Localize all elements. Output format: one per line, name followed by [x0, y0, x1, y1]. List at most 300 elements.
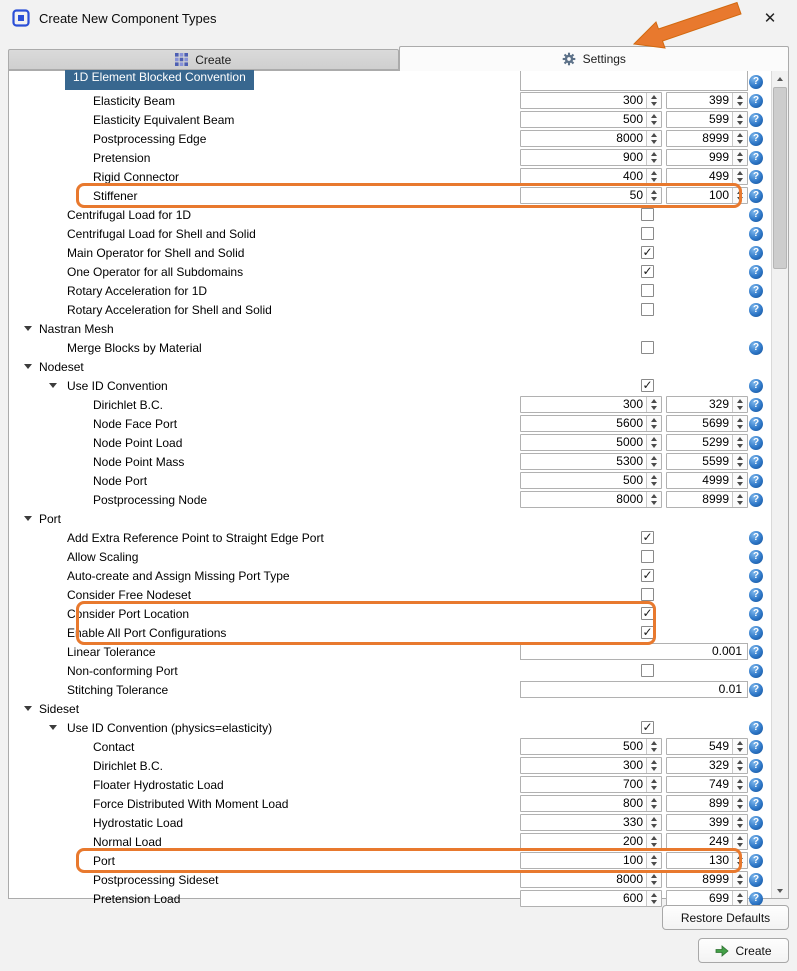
spinner-buttons[interactable] [732, 739, 747, 754]
tree-row-linear-tolerance[interactable] [9, 642, 771, 661]
help-icon[interactable]: ? [749, 417, 763, 431]
spin-down-icon[interactable] [651, 862, 657, 866]
tree-row-node-face-port[interactable] [9, 414, 771, 433]
min-spinbox[interactable] [520, 187, 662, 204]
spinner-buttons[interactable] [646, 93, 661, 108]
title-bar[interactable] [0, 0, 797, 36]
min-spinbox[interactable] [520, 111, 662, 128]
max-spinbox[interactable] [666, 491, 748, 508]
max-spinbox[interactable] [666, 472, 748, 489]
min-spinbox[interactable] [520, 130, 662, 147]
spin-down-icon[interactable] [651, 482, 657, 486]
spinner-buttons[interactable] [732, 397, 747, 412]
help-icon[interactable]: ? [749, 474, 763, 488]
min-spinbox[interactable] [520, 92, 662, 109]
help-icon[interactable]: ? [749, 379, 763, 393]
spin-down-icon[interactable] [737, 463, 743, 467]
help-icon[interactable]: ? [749, 94, 763, 108]
tree-row-force-distributed-with-moment-load[interactable] [9, 794, 771, 813]
spin-up-icon[interactable] [651, 437, 657, 441]
spin-down-icon[interactable] [737, 881, 743, 885]
spinner-buttons[interactable] [646, 112, 661, 127]
spin-up-icon[interactable] [737, 418, 743, 422]
spin-down-icon[interactable] [737, 748, 743, 752]
spinbox-value: 399 [708, 93, 729, 107]
app-icon [12, 9, 30, 27]
spin-down-icon[interactable] [651, 767, 657, 771]
spinbox-value: 900 [622, 150, 643, 164]
spin-up-icon[interactable] [737, 874, 743, 878]
max-spinbox[interactable] [666, 111, 748, 128]
spin-up-icon[interactable] [737, 152, 743, 156]
spin-down-icon[interactable] [651, 197, 657, 201]
tree-row-nastran-mesh[interactable] [9, 319, 771, 338]
spin-up-icon[interactable] [651, 133, 657, 137]
min-spinbox[interactable] [520, 795, 662, 812]
scrollbar-handle[interactable] [773, 87, 787, 269]
spin-up-icon[interactable] [651, 836, 657, 840]
spin-down-icon[interactable] [651, 159, 657, 163]
help-icon[interactable]: ? [749, 588, 763, 602]
tab-settings[interactable] [399, 46, 790, 71]
spinner-buttons[interactable] [646, 454, 661, 469]
vertical-scrollbar[interactable] [771, 71, 788, 898]
spin-down-icon[interactable] [651, 406, 657, 410]
spin-up-icon[interactable] [737, 779, 743, 783]
help-icon[interactable]: ? [749, 740, 763, 754]
spinner-buttons[interactable] [646, 169, 661, 184]
tree-row-hydrostatic-load[interactable] [9, 813, 771, 832]
checkbox[interactable]: ✓ [642, 245, 653, 259]
tree-row-node-port[interactable] [9, 471, 771, 490]
checkbox[interactable] [641, 341, 654, 354]
spin-up-icon[interactable] [737, 475, 743, 479]
spin-down-icon[interactable] [737, 501, 743, 505]
tree-row-pretension[interactable] [9, 148, 771, 167]
tree-row-rotary-acceleration-for-1d[interactable] [9, 281, 771, 300]
spin-down-icon[interactable] [651, 843, 657, 847]
spinner-buttons[interactable] [732, 815, 747, 830]
spinbox-value: 5699 [702, 416, 729, 430]
tree-row-merge-blocks-by-material[interactable] [9, 338, 771, 357]
spin-down-icon[interactable] [737, 159, 743, 163]
spin-up-icon[interactable] [737, 855, 743, 859]
spin-up-icon[interactable] [651, 95, 657, 99]
checkbox[interactable]: ✓ [642, 264, 653, 278]
help-icon[interactable]: ? [749, 778, 763, 792]
expander-icon[interactable] [49, 725, 57, 730]
help-icon[interactable]: ? [749, 816, 763, 830]
help-icon[interactable]: ? [749, 455, 763, 469]
spinner-buttons[interactable] [646, 758, 661, 773]
min-spinbox[interactable] [520, 738, 662, 755]
help-icon[interactable]: ? [749, 436, 763, 450]
help-icon[interactable]: ? [749, 626, 763, 640]
min-spinbox[interactable] [520, 833, 662, 850]
checkbox[interactable] [641, 284, 654, 297]
tab-create[interactable] [8, 49, 399, 70]
tree-row-elasticity-beam[interactable] [9, 91, 771, 110]
help-icon[interactable]: ? [749, 550, 763, 564]
max-spinbox[interactable] [666, 757, 748, 774]
spinner-buttons[interactable] [646, 473, 661, 488]
spinner-buttons[interactable] [646, 397, 661, 412]
spin-up-icon[interactable] [737, 798, 743, 802]
spinbox-value: 899 [708, 796, 729, 810]
tree-row-rotary-acceleration-for-shell-and-solid[interactable] [9, 300, 771, 319]
tree-row-main-operator-for-shell-and-solid[interactable] [9, 243, 771, 262]
min-spinbox[interactable] [520, 434, 662, 451]
max-spinbox[interactable] [666, 396, 748, 413]
expander-icon[interactable] [24, 516, 32, 521]
spin-up-icon[interactable] [737, 437, 743, 441]
min-spinbox[interactable] [520, 168, 662, 185]
checkbox[interactable]: ✓ [642, 720, 653, 734]
help-icon[interactable]: ? [749, 246, 763, 260]
row-label: Rotary Acceleration for Shell and Solid [67, 302, 272, 317]
max-spinbox[interactable] [666, 871, 748, 888]
min-spinbox[interactable] [520, 472, 662, 489]
spinbox-value: 500 [622, 112, 643, 126]
spinner-buttons[interactable] [732, 473, 747, 488]
row-label: 1D Element Blocked Convention [65, 65, 254, 90]
row-label: Linear Tolerance [67, 644, 156, 659]
spinner-buttons[interactable] [732, 112, 747, 127]
row-label: Node Port [93, 473, 148, 488]
spin-up-icon[interactable] [651, 817, 657, 821]
spin-up-icon[interactable] [651, 779, 657, 783]
spinner-buttons[interactable] [732, 777, 747, 792]
spinner-buttons[interactable] [646, 777, 661, 792]
spin-down-icon[interactable] [651, 881, 657, 885]
max-spinbox[interactable] [666, 814, 748, 831]
help-icon[interactable]: ? [749, 683, 763, 697]
spin-down-icon[interactable] [737, 406, 743, 410]
spinner-buttons[interactable] [646, 872, 661, 887]
help-icon[interactable]: ? [749, 854, 763, 868]
spin-down-icon[interactable] [737, 767, 743, 771]
spin-down-icon[interactable] [737, 178, 743, 182]
spinbox-value: 749 [708, 777, 729, 791]
spin-up-icon[interactable] [651, 114, 657, 118]
help-icon[interactable]: ? [749, 265, 763, 279]
tree-row-stitching-tolerance[interactable] [9, 680, 771, 699]
max-spinbox[interactable] [666, 130, 748, 147]
spin-up-icon[interactable] [651, 798, 657, 802]
checkbox[interactable] [641, 303, 654, 316]
create-button[interactable] [698, 938, 789, 963]
spin-down-icon[interactable] [651, 748, 657, 752]
row-label: Add Extra Reference Point to Straight Edge Port [67, 530, 324, 545]
checkbox[interactable]: ✓ [642, 568, 653, 582]
tree-row-node-point-load[interactable] [9, 433, 771, 452]
help-icon[interactable]: ? [749, 873, 763, 887]
min-spinbox[interactable] [520, 415, 662, 432]
max-spinbox[interactable] [666, 453, 748, 470]
spinbox-value: 699 [708, 891, 729, 905]
spinner-buttons[interactable] [646, 834, 661, 849]
checkbox[interactable]: ✓ [642, 378, 653, 392]
tree-row-1d-element-blocked-convention[interactable] [9, 71, 771, 91]
help-icon[interactable]: ? [749, 493, 763, 507]
spinner-buttons[interactable] [646, 796, 661, 811]
spin-down-icon[interactable] [737, 197, 743, 201]
spinner-buttons[interactable] [732, 834, 747, 849]
spinner-buttons[interactable] [646, 131, 661, 146]
min-spinbox[interactable] [520, 453, 662, 470]
tree-row-contact[interactable] [9, 737, 771, 756]
expander-icon[interactable] [24, 706, 32, 711]
spinbox-value: 50 [629, 188, 643, 202]
spin-up-icon[interactable] [737, 133, 743, 137]
spin-down-icon[interactable] [651, 805, 657, 809]
help-icon[interactable]: ? [749, 132, 763, 146]
spin-down-icon[interactable] [737, 805, 743, 809]
tree-row-one-operator-for-all-subdomains[interactable] [9, 262, 771, 281]
spin-down-icon[interactable] [651, 140, 657, 144]
spinner-buttons[interactable] [732, 188, 747, 203]
spin-down-icon[interactable] [737, 444, 743, 448]
tree-row-port[interactable] [9, 851, 771, 870]
spinner-buttons[interactable] [646, 492, 661, 507]
min-spinbox[interactable] [520, 149, 662, 166]
spin-down-icon[interactable] [737, 843, 743, 847]
tree-row-elasticity-equivalent-beam[interactable] [9, 110, 771, 129]
tree-row-normal-load[interactable] [9, 832, 771, 851]
tree-row-port[interactable] [9, 509, 771, 528]
help-icon[interactable]: ? [749, 664, 763, 678]
tree-row-non-conforming-port[interactable] [9, 661, 771, 680]
min-spinbox[interactable] [520, 852, 662, 869]
help-icon[interactable]: ? [749, 189, 763, 203]
max-spinbox[interactable] [666, 795, 748, 812]
tree-row-postprocessing-sideset[interactable] [9, 870, 771, 889]
spin-down-icon[interactable] [737, 425, 743, 429]
spinner-buttons[interactable] [732, 416, 747, 431]
help-icon[interactable]: ? [749, 151, 763, 165]
spin-up-icon[interactable] [737, 114, 743, 118]
spinner-buttons[interactable] [732, 758, 747, 773]
spinner-buttons[interactable] [646, 853, 661, 868]
tree-row-postprocessing-node[interactable] [9, 490, 771, 509]
tree-row-centrifugal-load-for-1d[interactable] [9, 205, 771, 224]
checkbox[interactable] [641, 227, 654, 240]
spinner-buttons[interactable] [732, 853, 747, 868]
checkbox[interactable] [641, 664, 654, 677]
min-spinbox[interactable] [520, 871, 662, 888]
checkbox[interactable]: ✓ [642, 606, 653, 620]
spin-down-icon[interactable] [651, 102, 657, 106]
spin-down-icon[interactable] [737, 824, 743, 828]
row-label: One Operator for all Subdomains [67, 264, 244, 279]
help-icon[interactable]: ? [749, 208, 763, 222]
max-spinbox[interactable] [666, 168, 748, 185]
spinner-buttons[interactable] [732, 872, 747, 887]
spin-down-icon[interactable] [651, 121, 657, 125]
spinner-buttons[interactable] [732, 492, 747, 507]
spin-up-icon[interactable] [651, 494, 657, 498]
spin-up-icon[interactable] [737, 893, 743, 897]
min-spinbox[interactable] [520, 757, 662, 774]
spinbox-value: 8999 [702, 492, 729, 506]
help-icon[interactable]: ? [749, 75, 763, 89]
spin-down-icon[interactable] [651, 501, 657, 505]
spin-up-icon[interactable] [737, 494, 743, 498]
restore-defaults-button[interactable] [662, 905, 789, 930]
spinner-buttons[interactable] [732, 169, 747, 184]
max-spinbox[interactable] [666, 434, 748, 451]
tree-row-stiffener[interactable] [9, 186, 771, 205]
tree-row-floater-hydrostatic-load[interactable] [9, 775, 771, 794]
tree-row-node-point-mass[interactable] [9, 452, 771, 471]
row-label: Use ID Convention [67, 378, 168, 393]
expander-icon[interactable] [24, 326, 32, 331]
spinner-buttons[interactable] [732, 454, 747, 469]
spin-down-icon[interactable] [737, 121, 743, 125]
spin-up-icon[interactable] [651, 893, 657, 897]
spin-down-icon[interactable] [737, 482, 743, 486]
tree-row-dirichlet-b-c[interactable] [9, 756, 771, 775]
spinner-buttons[interactable] [732, 796, 747, 811]
max-spinbox[interactable] [666, 852, 748, 869]
help-icon[interactable]: ? [749, 303, 763, 317]
spin-up-icon[interactable] [737, 190, 743, 194]
tree-row-nodeset[interactable] [9, 357, 771, 376]
spin-up-icon[interactable] [737, 95, 743, 99]
max-spinbox[interactable] [666, 776, 748, 793]
help-icon[interactable]: ? [749, 797, 763, 811]
tree-row-rigid-connector[interactable] [9, 167, 771, 186]
spin-up-icon[interactable] [651, 399, 657, 403]
tree-row-dirichlet-b-c[interactable] [9, 395, 771, 414]
spin-down-icon[interactable] [737, 862, 743, 866]
spinner-buttons[interactable] [646, 739, 661, 754]
row-label: Centrifugal Load for Shell and Solid [67, 226, 256, 241]
spin-down-icon[interactable] [651, 463, 657, 467]
spin-up-icon[interactable] [651, 475, 657, 479]
spin-up-icon[interactable] [737, 171, 743, 175]
tree-row-centrifugal-load-for-shell-and-solid[interactable] [9, 224, 771, 243]
spin-up-icon[interactable] [651, 456, 657, 460]
spin-up-icon[interactable] [651, 418, 657, 422]
max-spinbox[interactable] [666, 187, 748, 204]
min-spinbox[interactable] [520, 396, 662, 413]
spinner-buttons[interactable] [646, 150, 661, 165]
max-spinbox[interactable] [666, 738, 748, 755]
help-icon[interactable]: ? [749, 341, 763, 355]
help-icon[interactable]: ? [749, 759, 763, 773]
close-icon[interactable]: ✕ [763, 10, 777, 27]
checkbox[interactable] [641, 588, 654, 601]
spinbox-value: 8999 [702, 131, 729, 145]
tree-row-consider-free-nodeset[interactable] [9, 585, 771, 604]
tree-row-postprocessing-edge[interactable] [9, 129, 771, 148]
spin-up-icon[interactable] [737, 741, 743, 745]
spin-up-icon[interactable] [737, 456, 743, 460]
tree-row-add-extra-reference-point-to-straight-edge-port[interactable] [9, 528, 771, 547]
spinner-buttons[interactable] [646, 188, 661, 203]
expander-icon[interactable] [49, 383, 57, 388]
spinner-buttons[interactable] [732, 150, 747, 165]
spin-up-icon[interactable] [651, 855, 657, 859]
tree-row-allow-scaling[interactable] [9, 547, 771, 566]
spin-up-icon[interactable] [651, 152, 657, 156]
spin-up-icon[interactable] [737, 399, 743, 403]
spin-down-icon[interactable] [651, 824, 657, 828]
help-icon[interactable]: ? [749, 398, 763, 412]
help-icon[interactable]: ? [749, 569, 763, 583]
spin-down-icon[interactable] [651, 786, 657, 790]
spin-down-icon[interactable] [651, 425, 657, 429]
spinner-buttons[interactable] [732, 435, 747, 450]
tree-row-use-id-convention[interactable] [9, 376, 771, 395]
tree-row-auto-create-and-assign-missing-port-type[interactable] [9, 566, 771, 585]
spin-up-icon[interactable] [651, 760, 657, 764]
checkbox[interactable] [641, 208, 654, 221]
min-spinbox[interactable] [520, 491, 662, 508]
spinner-buttons[interactable] [646, 435, 661, 450]
help-icon[interactable]: ? [749, 721, 763, 735]
help-icon[interactable]: ? [749, 531, 763, 545]
max-spinbox[interactable] [666, 833, 748, 850]
spin-down-icon[interactable] [651, 178, 657, 182]
scroll-up-icon[interactable] [772, 71, 788, 86]
value-field[interactable]: 0.001 [520, 643, 748, 660]
spin-down-icon[interactable] [737, 786, 743, 790]
spin-up-icon[interactable] [651, 874, 657, 878]
min-spinbox[interactable] [520, 776, 662, 793]
spin-down-icon[interactable] [737, 102, 743, 106]
max-spinbox[interactable] [666, 415, 748, 432]
help-icon[interactable]: ? [749, 170, 763, 184]
spinner-buttons[interactable] [646, 815, 661, 830]
tree-row-sideset[interactable] [9, 699, 771, 718]
help-icon[interactable]: ? [749, 227, 763, 241]
help-icon[interactable]: ? [749, 284, 763, 298]
max-spinbox[interactable] [666, 92, 748, 109]
scroll-down-icon[interactable] [772, 883, 788, 898]
checkbox[interactable] [641, 550, 654, 563]
tree-row-enable-all-port-configurations[interactable] [9, 623, 771, 642]
tree-row-use-id-convention-physics-elasticity[interactable] [9, 718, 771, 737]
checkbox[interactable]: ✓ [642, 625, 653, 639]
spinner-buttons[interactable] [732, 131, 747, 146]
help-icon[interactable]: ? [749, 113, 763, 127]
spin-up-icon[interactable] [737, 817, 743, 821]
spinner-buttons[interactable] [646, 416, 661, 431]
spinbox-value: 100 [708, 188, 729, 202]
help-icon[interactable]: ? [749, 892, 763, 906]
spin-up-icon[interactable] [651, 171, 657, 175]
spin-up-icon[interactable] [651, 190, 657, 194]
help-icon[interactable]: ? [749, 835, 763, 849]
spin-up-icon[interactable] [651, 741, 657, 745]
max-spinbox[interactable] [666, 149, 748, 166]
spin-down-icon[interactable] [651, 444, 657, 448]
spin-up-icon[interactable] [737, 760, 743, 764]
tab-create-label: Create [195, 52, 232, 67]
spinner-buttons[interactable] [732, 93, 747, 108]
expander-icon[interactable] [24, 364, 32, 369]
help-icon[interactable]: ? [749, 645, 763, 659]
min-spinbox[interactable] [520, 814, 662, 831]
checkbox[interactable]: ✓ [642, 530, 653, 544]
tree-row-consider-port-location[interactable] [9, 604, 771, 623]
help-icon[interactable]: ? [749, 607, 763, 621]
value-field[interactable]: 0.01 [520, 681, 748, 698]
spin-up-icon[interactable] [737, 836, 743, 840]
spin-down-icon[interactable] [737, 140, 743, 144]
